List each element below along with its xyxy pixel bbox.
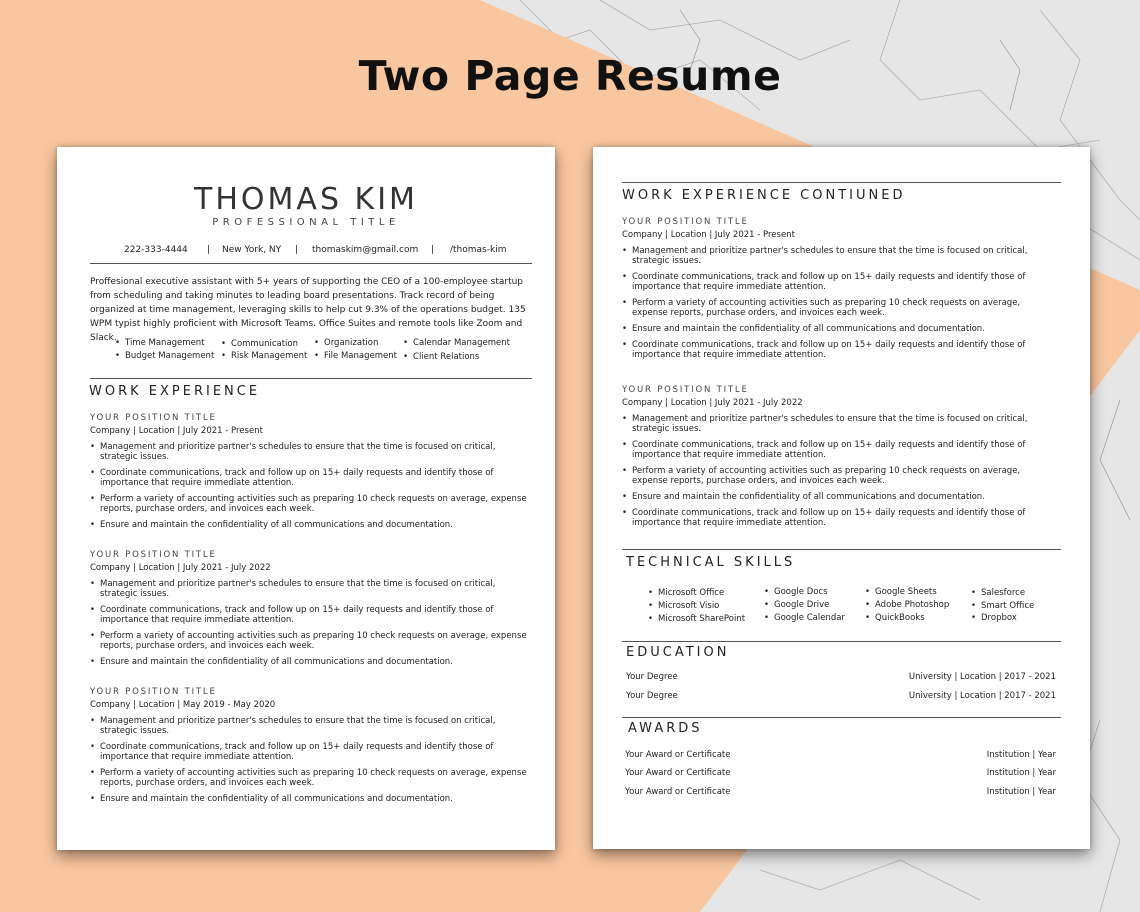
contact-separator: |	[431, 245, 435, 255]
job-company: Company | Location | July 2021 - Present	[622, 230, 795, 240]
banner-title: Two Page Resume	[358, 52, 782, 100]
job-entry	[622, 385, 1058, 528]
award-name: Your Award or Certificate	[625, 768, 731, 778]
divider	[622, 182, 1061, 183]
job-bullet: • Ensure and maintain the confidentiality of all communications and documentation.	[90, 657, 530, 667]
job-bullet: • Perform a variety of accounting activities such as preparing 10 check requests on average, expense reports, purchase orders, and invoices each week.	[622, 298, 1058, 318]
contact-separator: |	[207, 245, 211, 255]
education-details: University | Location | 2017 - 2021	[908, 672, 1056, 682]
skill-item: • File Management	[314, 351, 397, 361]
contact-line	[92, 245, 532, 259]
tech-skill-item: • Google Drive	[764, 600, 829, 610]
skill-item: • Client Relations	[403, 352, 479, 362]
tech-skill-item: • Salesforce	[971, 588, 1025, 598]
job-title: YOUR POSITION TITLE	[90, 413, 217, 423]
job-bullet: • Ensure and maintain the confidentiality of all communications and documentation.	[622, 492, 1058, 502]
job-bullet: • Perform a variety of accounting activities such as preparing 10 check requests on average, expense reports, purchase orders, and invoices each week.	[622, 466, 1058, 486]
job-title: YOUR POSITION TITLE	[622, 385, 749, 395]
skill-item: • Calendar Management	[403, 338, 510, 348]
contact-phone: 222-333-4444	[124, 245, 188, 255]
award-details: Institution | Year	[986, 787, 1056, 797]
tech-skill-item: • Smart Office	[971, 601, 1034, 611]
job-bullet: • Perform a variety of accounting activities such as preparing 10 check requests on average, expense reports, purchase orders, and invoices each week.	[90, 631, 530, 651]
skill-item: • Communication	[221, 339, 298, 349]
tech-skill-item: • Google Calendar	[764, 613, 845, 623]
divider	[90, 263, 532, 264]
skill-item: • Organization	[314, 338, 378, 348]
divider	[622, 717, 1061, 718]
job-bullet: • Coordinate communications, track and follow up on 15+ daily requests and identify those of importance that require immediate attention.	[622, 272, 1058, 292]
degree: Your Degree	[626, 672, 678, 682]
resume-page-1	[57, 147, 555, 850]
tech-skill-item: • QuickBooks	[865, 613, 925, 623]
tech-skill-item: • Adobe Photoshop	[865, 600, 949, 610]
job-entry	[622, 217, 1058, 360]
resume-name: THOMAS KIM	[194, 182, 418, 217]
job-bullet: • Coordinate communications, track and follow up on 15+ daily requests and identify those of importance that require immediate attention.	[90, 468, 530, 488]
job-title: YOUR POSITION TITLE	[90, 550, 217, 560]
job-bullet: • Coordinate communications, track and follow up on 15+ daily requests and identify those of importance that require immediate attention.	[90, 742, 530, 762]
work-experience-heading: WORK EXPERIENCE	[89, 384, 261, 399]
job-bullet: • Coordinate communications, track and follow up on 15+ daily requests and identify those of importance that require immediate attention.	[622, 508, 1058, 528]
award-details: Institution | Year	[986, 768, 1056, 778]
skill-item: • Time Management	[115, 338, 205, 348]
job-entry	[90, 550, 530, 667]
job-entry	[90, 687, 530, 804]
job-entry	[90, 413, 530, 530]
tech-skill-item: • Dropbox	[971, 613, 1017, 623]
degree: Your Degree	[626, 691, 678, 701]
contact-link: /thomas-kim	[450, 245, 507, 255]
job-bullet: • Ensure and maintain the confidentiality of all communications and documentation.	[90, 520, 530, 530]
job-bullet: • Management and prioritize partner's schedules to ensure that the time is focused on critical, strategic issues.	[622, 414, 1058, 434]
job-bullet: • Ensure and maintain the confidentiality of all communications and documentation.	[622, 324, 1058, 334]
skill-item: • Risk Management	[221, 351, 307, 361]
resume-page-2	[593, 147, 1090, 849]
job-company: Company | Location | July 2021 - July 2022	[90, 563, 271, 573]
job-company: Company | Location | July 2021 - July 2022	[622, 398, 803, 408]
job-bullet: • Management and prioritize partner's schedules to ensure that the time is focused on critical, strategic issues.	[90, 716, 530, 736]
education-heading: EDUCATION	[626, 645, 730, 660]
job-company: Company | Location | May 2019 - May 2020	[90, 700, 276, 710]
job-bullet: • Coordinate communications, track and follow up on 15+ daily requests and identify those of importance that require immediate attention.	[90, 605, 530, 625]
divider	[90, 378, 532, 379]
tech-skill-item: • Microsoft Office	[648, 588, 724, 598]
skill-item: • Budget Management	[115, 351, 214, 361]
summary-paragraph: Proffesional executive assistant with 5+ years of supporting the CEO of a 100-employee startup from scheduling and taking minutes to leading board presentations. Track record of being organized at time management, leveraging skills to help cut 9.3% of the operations budget. 135 WPM typist highly proficient with Microsoft Teams. Office Suites and remote tools like Zoom and Slack.	[90, 277, 526, 343]
award-name: Your Award or Certificate	[625, 750, 731, 760]
job-company: Company | Location | July 2021 - Present	[90, 426, 263, 436]
job-bullet: • Management and prioritize partner's schedules to ensure that the time is focused on critical, strategic issues.	[622, 246, 1058, 266]
awards-heading: AWARDS	[628, 721, 703, 736]
education-details: University | Location | 2017 - 2021	[908, 691, 1056, 701]
job-title: YOUR POSITION TITLE	[90, 687, 217, 697]
award-name: Your Award or Certificate	[625, 787, 731, 797]
job-bullet: • Perform a variety of accounting activities such as preparing 10 check requests on average, expense reports, purchase orders, and invoices each week.	[90, 494, 530, 514]
work-experience-continued-heading: WORK EXPERIENCE CONTIUNED	[622, 188, 906, 203]
tech-skill-item: • Microsoft Visio	[648, 601, 719, 611]
tech-skill-item: • Google Sheets	[865, 587, 937, 597]
divider	[622, 641, 1061, 642]
award-details: Institution | Year	[986, 750, 1056, 760]
job-bullet: • Perform a variety of accounting activities such as preparing 10 check requests on average, expense reports, purchase orders, and invoices each week.	[90, 768, 530, 788]
job-title: YOUR POSITION TITLE	[622, 217, 749, 227]
professional-title: PROFESSIONAL TITLE	[212, 217, 400, 228]
contact-email: thomaskim@gmail.com	[312, 245, 419, 255]
job-bullet: • Coordinate communications, track and follow up on 15+ daily requests and identify those of importance that require immediate attention.	[622, 340, 1058, 360]
contact-location: New York, NY	[222, 245, 282, 255]
job-bullet: • Management and prioritize partner's schedules to ensure that the time is focused on critical, strategic issues.	[90, 442, 530, 462]
technical-skills-heading: TECHNICAL SKILLS	[626, 555, 796, 570]
contact-separator: |	[295, 245, 299, 255]
tech-skill-item: • Microsoft SharePoint	[648, 614, 745, 624]
job-bullet: • Ensure and maintain the confidentiality of all communications and documentation.	[90, 794, 530, 804]
tech-skill-item: • Google Docs	[764, 587, 828, 597]
divider	[622, 549, 1061, 550]
job-bullet: • Coordinate communications, track and follow up on 15+ daily requests and identify those of importance that require immediate attention.	[622, 440, 1058, 460]
job-bullet: • Management and prioritize partner's schedules to ensure that the time is focused on critical, strategic issues.	[90, 579, 530, 599]
